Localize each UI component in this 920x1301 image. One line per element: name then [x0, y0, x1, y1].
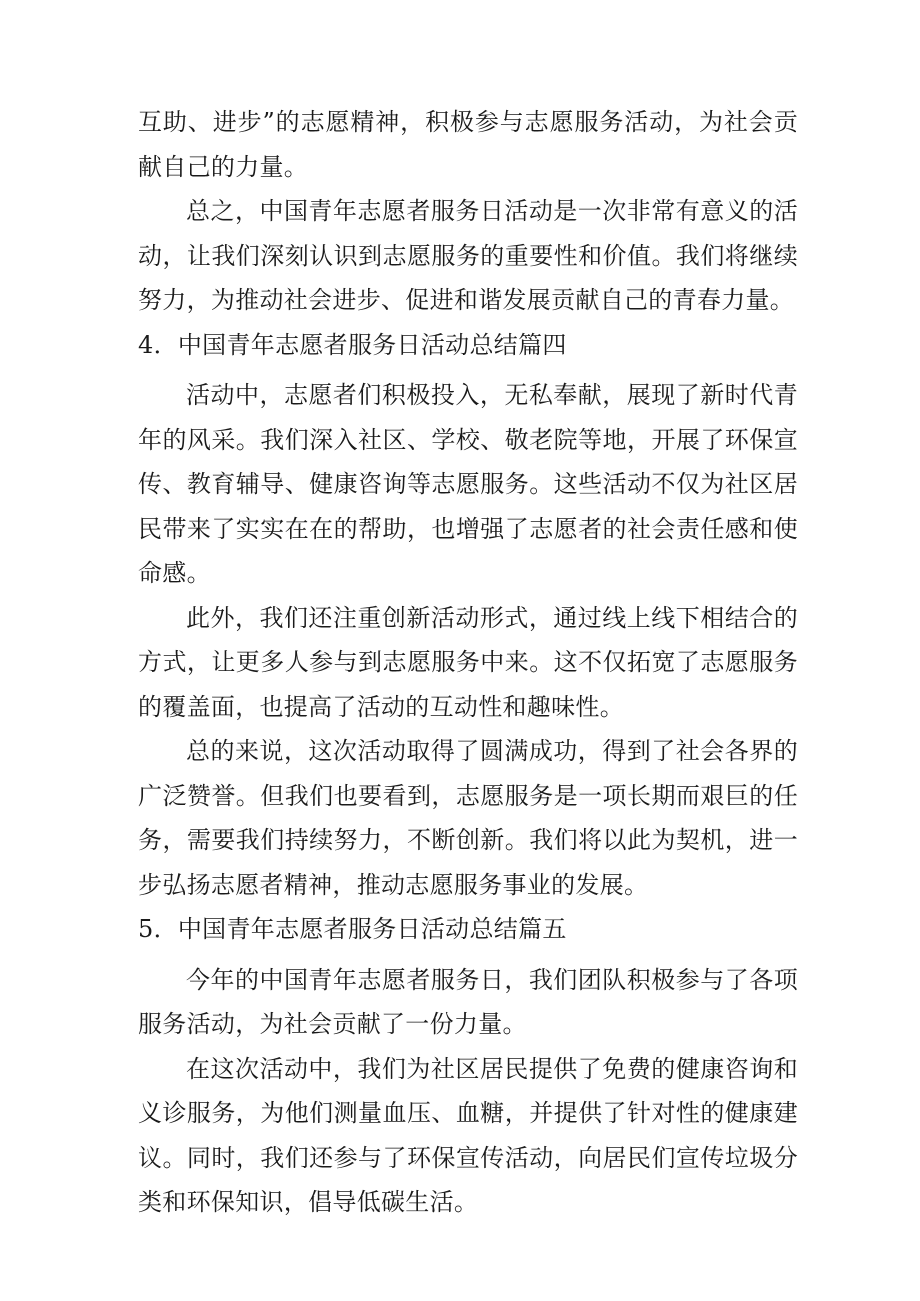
paragraph: 此外，我们还注重创新活动形式，通过线上线下相结合的方式，让更多人参与到志愿服务中来。这不仅拓宽了志愿服务的覆盖面，也提高了活动的互动性和趣味性。	[138, 603, 798, 721]
paragraph: 今年的中国青年志愿者服务日，我们团队积极参与了各项服务活动，为社会贡献了一份力量。	[138, 965, 798, 1038]
section-heading-5: 5．中国青年志愿者服务日活动总结篇五	[138, 915, 567, 943]
document-body	[138, 100, 798, 1225]
paragraph: 在这次活动中，我们为社区居民提供了免费的健康咨询和义诊服务，为他们测量血压、血糖，并提供了针对性的健康建议。同时，我们还参与了环保宣传活动，向居民们宣传垃圾分类和环保知识，倡导低碳生活。	[138, 1054, 798, 1216]
paragraph: 总的来说，这次活动取得了圆满成功，得到了社会各界的广泛赞誉。但我们也要看到，志愿服务是一项长期而艰巨的任务，需要我们持续努力，不断创新。我们将以此为契机，进一步弘扬志愿者精神，推动志愿服务事业的发展。	[138, 737, 798, 899]
paragraph-continuation: 互助、进步”的志愿精神，积极参与志愿服务活动，为社会贡献自己的力量。	[138, 108, 798, 181]
paragraph: 活动中，志愿者们积极投入，无私奉献，展现了新时代青年的风采。我们深入社区、学校、敬老院等地，开展了环保宣传、教育辅导、健康咨询等志愿服务。这些活动不仅为社区居民带来了实实在在的帮助，也增强了志愿者的社会责任感和使命感。	[138, 381, 798, 587]
section-heading-4: 4．中国青年志愿者服务日活动总结篇四	[138, 330, 567, 359]
paragraph-conclusion: 总之，中国青年志愿者服务日活动是一次非常有意义的活动，让我们深刻认识到志愿服务的重要性和价值。我们将继续努力，为推动社会进步、促进和谐发展贡献自己的青春力量。	[138, 197, 798, 314]
